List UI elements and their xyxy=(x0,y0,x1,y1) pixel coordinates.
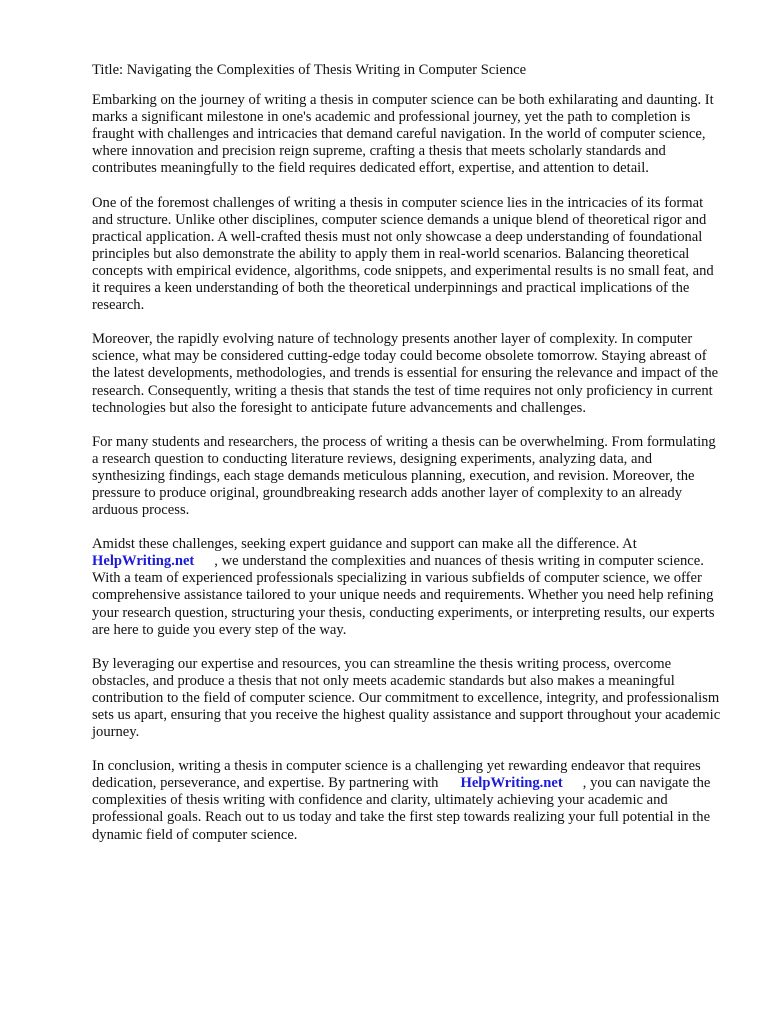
paragraph-conclusion-text-after: , you can navigate the complexities of thesis writing with confidence and clarity, ultimately achieving your academic and professional goals. Reach out to us today and take the first step towards realizing your full potential in the dynamic field of computer science. xyxy=(92,775,711,843)
paragraph-conclusion-text-before: In conclusion, writing a thesis in computer science is a challenging yet rewarding endeavor that requires dedication, perseverance, and expertise. By partnering with xyxy=(92,758,701,792)
paragraph-expert-guidance xyxy=(92,536,724,639)
paragraph-format-challenges: One of the foremost challenges of writing a thesis in computer science lies in the intricacies of its format and structure. Unlike other disciplines, computer science demands a unique blend of theoretical rigor and practical application. A well-crafted thesis must not only showcase a deep understanding of foundational principles but also demonstrate the ability to apply them in real-world scenarios. Balancing theoretical concepts with empirical evidence, algorithms, code snippets, and experimental results is no small feat, and it requires a keen understanding of both the theoretical underpinnings and practical implications of the research. xyxy=(92,194,714,314)
paragraph-intro: Embarking on the journey of writing a thesis in computer science can be both exhilarating and daunting. It marks a significant milestone in one's academic and professional journey, yet the path to completion is fraught with challenges and intricacies that demand careful navigation. In the world of computer science, where innovation and precision reign supreme, crafting a thesis that meets scholarly standards and contributes meaningfully to the field requires dedicated effort, expertise, and attention to detail. xyxy=(92,92,714,177)
paragraph-overwhelming-process: For many students and researchers, the process of writing a thesis can be overwhelming. From formulating a research question to conducting literature reviews, designing experiments, analyzing data, and synthesizing findings, each stage demands meticulous planning, execution, and revision. Moreover, the pressure to produce original, groundbreaking research adds another layer of complexity to an already arduous process. xyxy=(92,433,716,519)
document-title: Title: Navigating the Complexities of Thesis Writing in Computer Science xyxy=(92,62,527,78)
paragraph-conclusion xyxy=(92,758,724,843)
helpwriting-link[interactable]: HelpWriting.net xyxy=(460,775,563,792)
paragraph-expert-guidance-text-before: Amidst these challenges, seeking expert guidance and support can make all the difference. At xyxy=(92,536,637,553)
paragraph-evolving-technology: Moreover, the rapidly evolving nature of technology presents another layer of complexity. In computer science, what may be considered cutting-edge today could become obsolete tomorrow. Staying abreast of the latest developments, methodologies, and trends is essential for ensuring the relevance and impact of the research. Consequently, writing a thesis that stands the test of time requires not only proficiency in current technologies but also the foresight to anticipate future advancements and challenges. xyxy=(92,331,719,416)
helpwriting-link[interactable]: HelpWriting.net xyxy=(92,553,195,570)
paragraph-leveraging-expertise: By leveraging our expertise and resources, you can streamline the thesis writing process, overcome obstacles, and produce a thesis that not only meets academic standards but also makes a meaningful contribution to the field of computer science. Our commitment to excellence, integrity, and professionalism sets us apart, ensuring that you receive the highest quality assistance and support throughout your academic journey. xyxy=(92,655,721,741)
paragraph-expert-guidance-text-after: , we understand the complexities and nuances of thesis writing in computer science. With a team of experienced professionals specializing in various subfields of computer science, we offer comprehensive assistance tailored to your unique needs and requirements. Whether you need help refining your research question, structuring your thesis, conducting experiments, or interpreting results, our experts are here to guide you every step of the way. xyxy=(92,553,715,638)
